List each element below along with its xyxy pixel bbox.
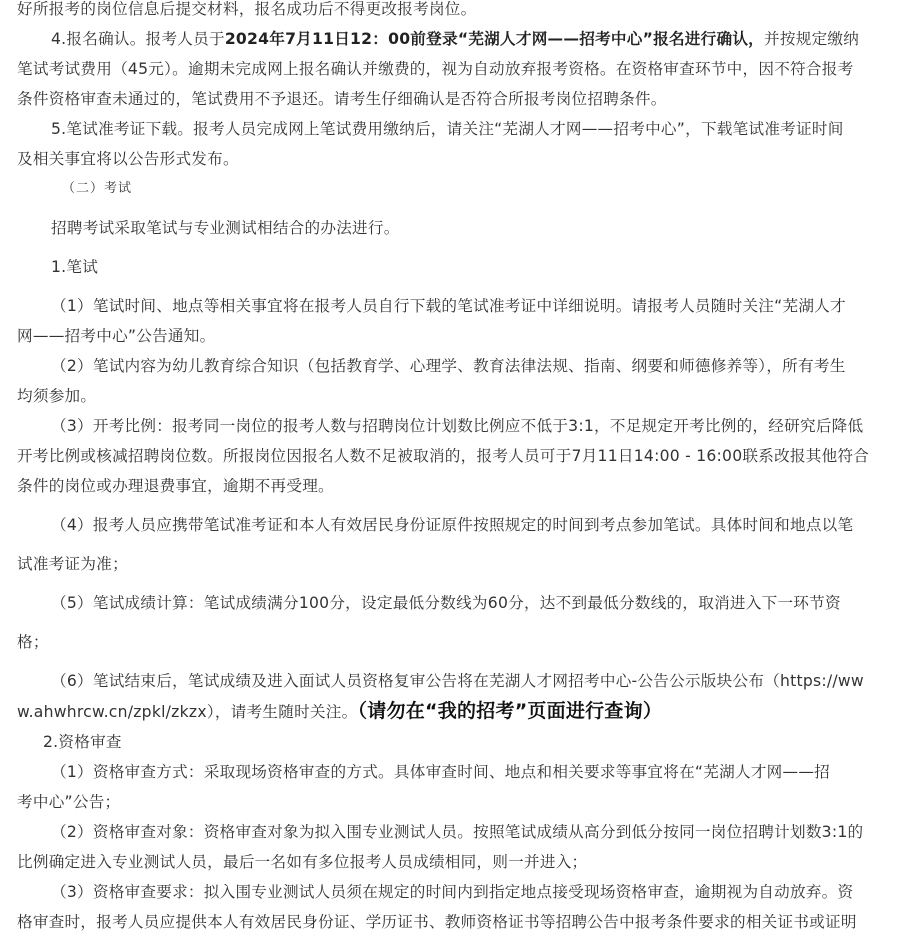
paragraph-line: 笔试考试费用（45元）。逾期未完成网上报名确认并缴费的，视为自动放弃报考资格。在资格审查环节中，因不符合报考 [17,60,854,78]
paragraph-line: （6）笔试结束后，笔试成绩及进入面试人员资格复审公告将在芜湖人才网招考中心-公告公示版块公布（https://ww [51,672,864,690]
paragraph-admission-ticket: 5.笔试准考证下载。报考人员完成网上笔试费用缴纳后，请关注“芜湖人才网——招考中心”，下载笔试准考证时间 [51,120,844,138]
paragraph-line: 网——招考中心”公告通知。 [17,327,216,345]
paragraph-line: 格； [17,633,49,651]
paragraph-line: 试准考证为准； [17,555,128,573]
paragraph-line: 考中心”公告； [17,793,121,811]
paragraph-line: 好所报考的岗位信息后提交材料，报名成功后不得更改报考岗位。 [17,0,477,18]
paragraph-line: 条件资格审查未通过的，笔试费用不予退还。请考生仔细确认是否符合所报考岗位招聘条件。 [17,90,667,108]
query-warning-emphasis: （请勿在“我的招考”页面进行查询） [357,700,663,722]
paragraph-line: （3）资格审查要求：拟入围专业测试人员须在规定的时间内到指定地点接受现场资格审查，逾期视为自动放弃。资 [51,883,854,901]
subheading-qualification-review: 2.资格审查 [43,733,122,751]
paragraph-line: 开考比例或核减招聘岗位数。所报岗位因报名人数不足被取消的，报考人员可于7月11日14:00 - 16:00联系改报其他符合 [17,447,870,465]
paragraph-line: （2）笔试内容为幼儿教育综合知识（包括教育学、心理学、教育法律法规、指南、纲要和师德修养等），所有考生 [51,357,846,375]
deadline-emphasis: 2024年7月11日12：00前登录“芜湖人才网——招考中心”报名进行确认， [224,30,765,48]
paragraph-line: （5）笔试成绩计算：笔试成绩满分100分，设定最低分数线为60分，达不到最低分数线的，取消进入下一环节资 [51,594,841,612]
paragraph-results-notice [0,696,917,727]
subheading-written-exam: 1.笔试 [51,258,99,276]
text-span: w.ahwhrcw.cn/zpkl/zkzx），请考生随时关注。 [17,703,358,721]
paragraph-line: 及相关事宜将以公告形式发布。 [17,150,239,168]
paragraph-exam-method: 招聘考试采取笔试与专业测试相结合的办法进行。 [51,219,400,237]
paragraph-line: 比例确定进入专业测试人员，最后一名如有多位报考人员成绩相同，则一并进入； [17,853,588,871]
paragraph-line: 均须参加。 [17,387,97,405]
paragraph-line: 格审查时，报考人员应提供本人有效居民身份证、学历证书、教师资格证书等招聘公告中报考条件要求的相关证书或证明 [17,913,857,931]
paragraph-line: （2）资格审查对象：资格审查对象为拟入围专业测试人员。按照笔试成绩从高分到低分按同一岗位招聘计划数3:1的 [51,823,864,841]
paragraph-line: 条件的岗位或办理退费事宜，逾期不再受理。 [17,477,334,495]
paragraph-registration-confirm [0,24,917,54]
paragraph-line: （1）笔试时间、地点等相关事宜将在报考人员自行下载的笔试准考证中详细说明。请报考人员随时关注“芜湖人才 [51,297,846,315]
text-span: 并按规定缴纳 [764,30,860,48]
paragraph-line: （1）资格审查方式：采取现场资格审查的方式。具体审查时间、地点和相关要求等事宜将在“芜湖人才网——招 [51,763,831,781]
paragraph-line: （3）开考比例：报考同一岗位的报考人数与招聘岗位计划数比例应不低于3:1，不足规定开考比例的，经研究后降低 [51,417,864,435]
paragraph-line: （4）报考人员应携带笔试准考证和本人有效居民身份证原件按照规定的时间到考点参加笔试。具体时间和地点以笔 [51,516,854,534]
section-heading-exam: （二）考试 [62,181,133,196]
text-span: 4.报名确认。报考人员于 [51,30,225,48]
